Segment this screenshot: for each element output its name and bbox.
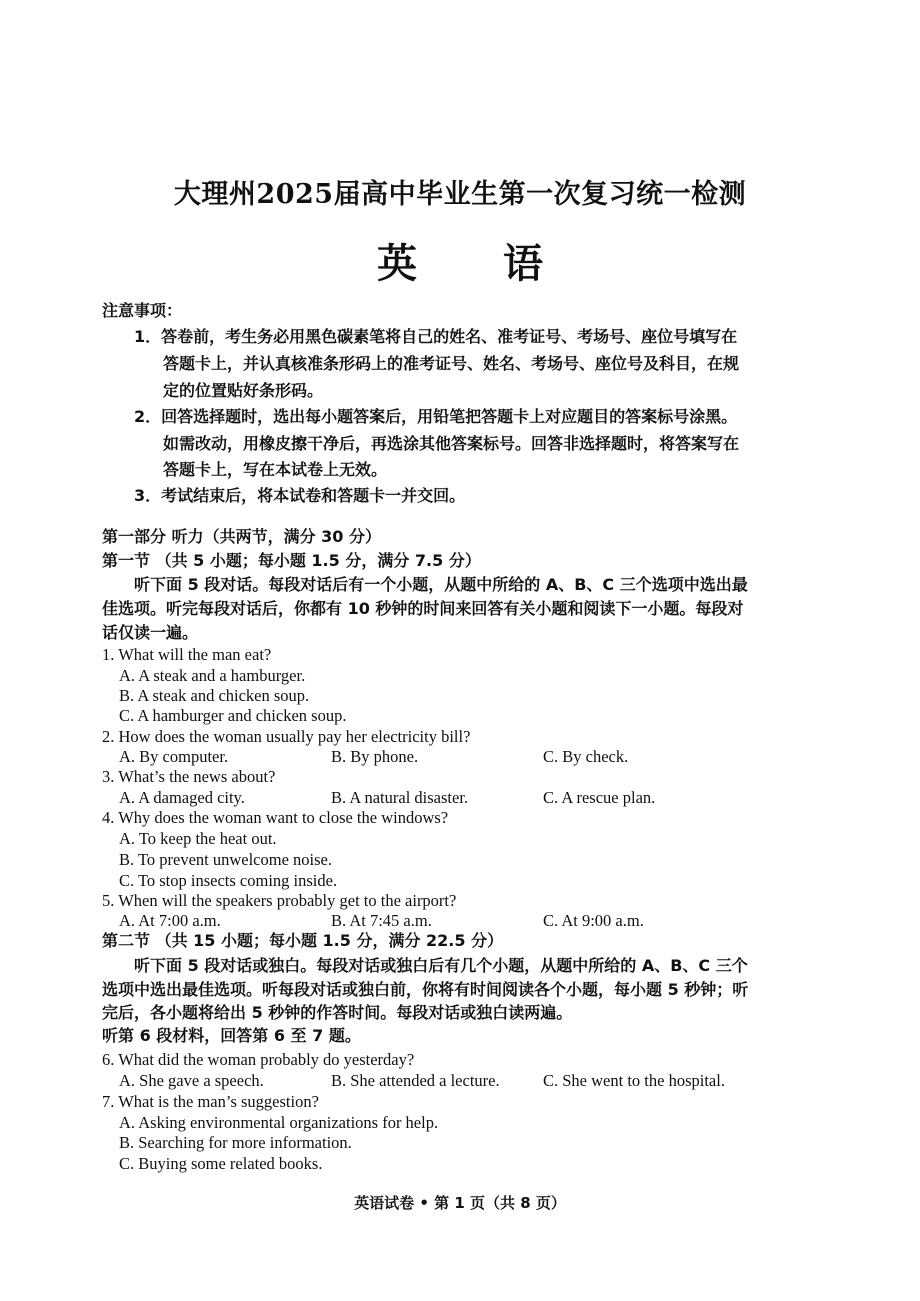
option-a: A. At 7:00 a.m.	[119, 911, 221, 930]
option-b: B. Searching for more information.	[119, 1133, 352, 1152]
option-c: C. At 9:00 a.m.	[543, 911, 644, 930]
option-a: A. She gave a speech.	[119, 1071, 264, 1090]
option-b: B. By phone.	[331, 747, 419, 766]
section2-instructions: 选项中选出最佳选项。听每段对话或独白前，你将有时间阅读各个小题，每小题 5 秒钟；听	[102, 980, 749, 999]
question-stem: 4. Why does the woman want to close the windows?	[102, 808, 449, 827]
notice-heading: 注意事项：	[102, 301, 183, 320]
page-footer: 英语试卷 • 第 1 页（共 8 页）	[354, 1194, 566, 1212]
notice-line: 定的位置贴好条形码。	[163, 381, 324, 400]
option-b: B. She attended a lecture.	[331, 1071, 500, 1090]
section2-heading: 第二节 （共 15 小题；每小题 1.5 分，满分 22.5 分）	[102, 931, 504, 950]
option-c: C. Buying some related books.	[119, 1154, 323, 1173]
subject-title: 英 语	[377, 240, 579, 287]
question-stem: 1. What will the man eat?	[102, 645, 272, 664]
option-c: C. A rescue plan.	[543, 788, 656, 807]
section2-instructions: 完后，各小题将给出 5 秒钟的作答时间。每段对话或独白读两遍。	[102, 1003, 573, 1022]
option-b: B. A steak and chicken soup.	[119, 686, 310, 705]
option-a: A. Asking environmental organizations for help.	[119, 1113, 439, 1132]
option-c: C. A hamburger and chicken soup.	[119, 706, 347, 725]
section1-instructions: 话仅读一遍。	[102, 623, 199, 642]
notice-line: 答题卡上，并认真核准条形码上的准考证号、姓名、考场号、座位号及科目，在规	[163, 354, 740, 373]
part1-heading: 第一部分 听力（共两节，满分 30 分）	[102, 527, 381, 546]
option-c: C. By check.	[543, 747, 629, 766]
option-c: C. She went to the hospital.	[543, 1071, 725, 1090]
option-a: A. A damaged city.	[119, 788, 245, 807]
material-note: 听第 6 段材料，回答第 6 至 7 题。	[102, 1026, 361, 1045]
section1-instructions: 佳选项。听完每段对话后，你都有 10 秒钟的时间来回答有关小题和阅读下一小题。每段对	[102, 599, 744, 618]
notice-line: 1．答卷前，考生务必用黑色碳素笔将自己的姓名、准考证号、考场号、座位号填写在	[134, 327, 738, 346]
option-a: A. By computer.	[119, 747, 229, 766]
option-a: A. To keep the heat out.	[119, 829, 277, 848]
option-a: A. A steak and a hamburger.	[119, 666, 306, 685]
notice-line: 如需改动，用橡皮擦干净后，再选涂其他答案标号。回答非选择题时，将答案写在	[163, 434, 740, 453]
section2-instructions: 听下面 5 段对话或独白。每段对话或独白后有几个小题，从题中所给的 A、B、C 三个	[134, 956, 748, 975]
option-c: C. To stop insects coming inside.	[119, 871, 338, 890]
option-b: B. To prevent unwelcome noise.	[119, 850, 332, 869]
exam-title: 大理州2025届高中毕业生第一次复习统一检测	[173, 179, 747, 210]
notice-line: 答题卡上，写在本试卷上无效。	[163, 460, 388, 479]
notice-line: 2．回答选择题时，选出每小题答案后，用铅笔把答题卡上对应题目的答案标号涂黑。	[134, 407, 738, 426]
option-b: B. At 7:45 a.m.	[331, 911, 432, 930]
question-stem: 6. What did the woman probably do yesterday?	[102, 1050, 415, 1069]
question-stem: 3. What’s the news about?	[102, 767, 276, 786]
notice-line: 3．考试结束后，将本试卷和答题卡一并交回。	[134, 486, 466, 505]
option-b: B. A natural disaster.	[331, 788, 469, 807]
question-stem: 5. When will the speakers probably get to the airport?	[102, 891, 457, 910]
question-stem: 7. What is the man’s suggestion?	[102, 1092, 319, 1111]
section1-heading: 第一节 （共 5 小题；每小题 1.5 分，满分 7.5 分）	[102, 551, 481, 570]
section1-instructions: 听下面 5 段对话。每段对话后有一个小题，从题中所给的 A、B、C 三个选项中选出最	[134, 575, 748, 594]
question-stem: 2. How does the woman usually pay her electricity bill?	[102, 727, 471, 746]
